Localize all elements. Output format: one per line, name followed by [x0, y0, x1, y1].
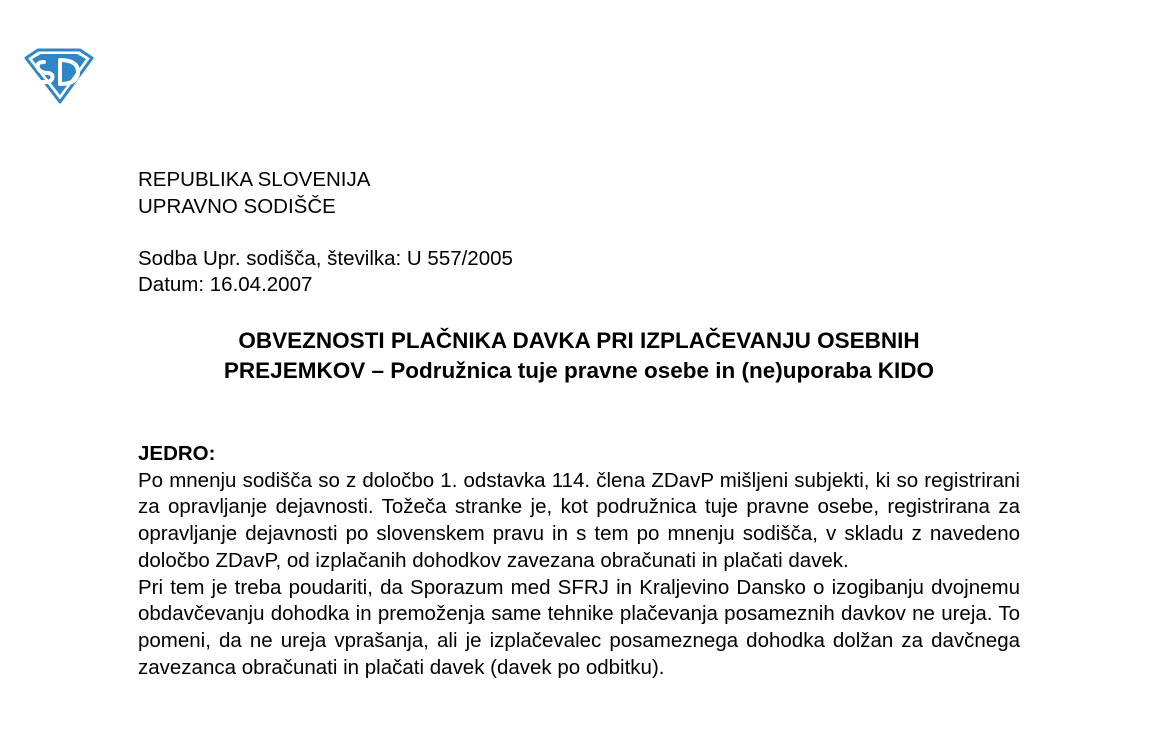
sd-logo-icon [22, 46, 96, 104]
paragraph-1: Po mnenju sodišča so z določbo 1. odstavka 114. člena ZDavP mišljeni subjekti, ki so registrirani za opravljanje dejavnosti. Tožeča stranke je, kot podružnica tuje pravne osebe, registrirana za opravljanje dejavnosti po slovenskem pravu in s tem po mnenju sodišča, v skladu z navedeno določbo ZDavP, od izplačanih dohodkov zavezana obračunati in plačati davek. [138, 468, 1020, 572]
document-body [138, 441, 1020, 681]
ruling-date: Datum: 16.04.2007 [138, 273, 313, 296]
country-name: REPUBLIKA SLOVENIJA [138, 168, 371, 191]
section-heading: JEDRO: [138, 442, 216, 465]
court-header [138, 166, 370, 220]
title-line-2: PREJEMKOV – Podružnica tuje pravne osebe in (ne)uporaba KIDO [223, 358, 935, 383]
court-name: UPRAVNO SODIŠČE [138, 195, 336, 218]
title-line-1: OBVEZNOSTI PLAČNIKA DAVKA PRI IZPLAČEVANJU OSEBNIH [238, 328, 920, 353]
ruling-number: Sodba Upr. sodišča, številka: U 557/2005 [138, 247, 513, 270]
paragraph-2: Pri tem je treba poudariti, da Sporazum med SFRJ in Kraljevino Dansko o izogibanju dvojnemu obdavčevanju dohodka in premoženja same tehnike plačevanja posameznih davkov ne ureja. To pomeni, da ne ureja vprašanja, ali je izplačevalec posameznega dohodka dolžan za davčnega zavezanca obračunati in plačati davek (davek po odbitku). [138, 575, 1020, 679]
document-title [138, 326, 1020, 386]
ruling-meta [138, 246, 513, 298]
